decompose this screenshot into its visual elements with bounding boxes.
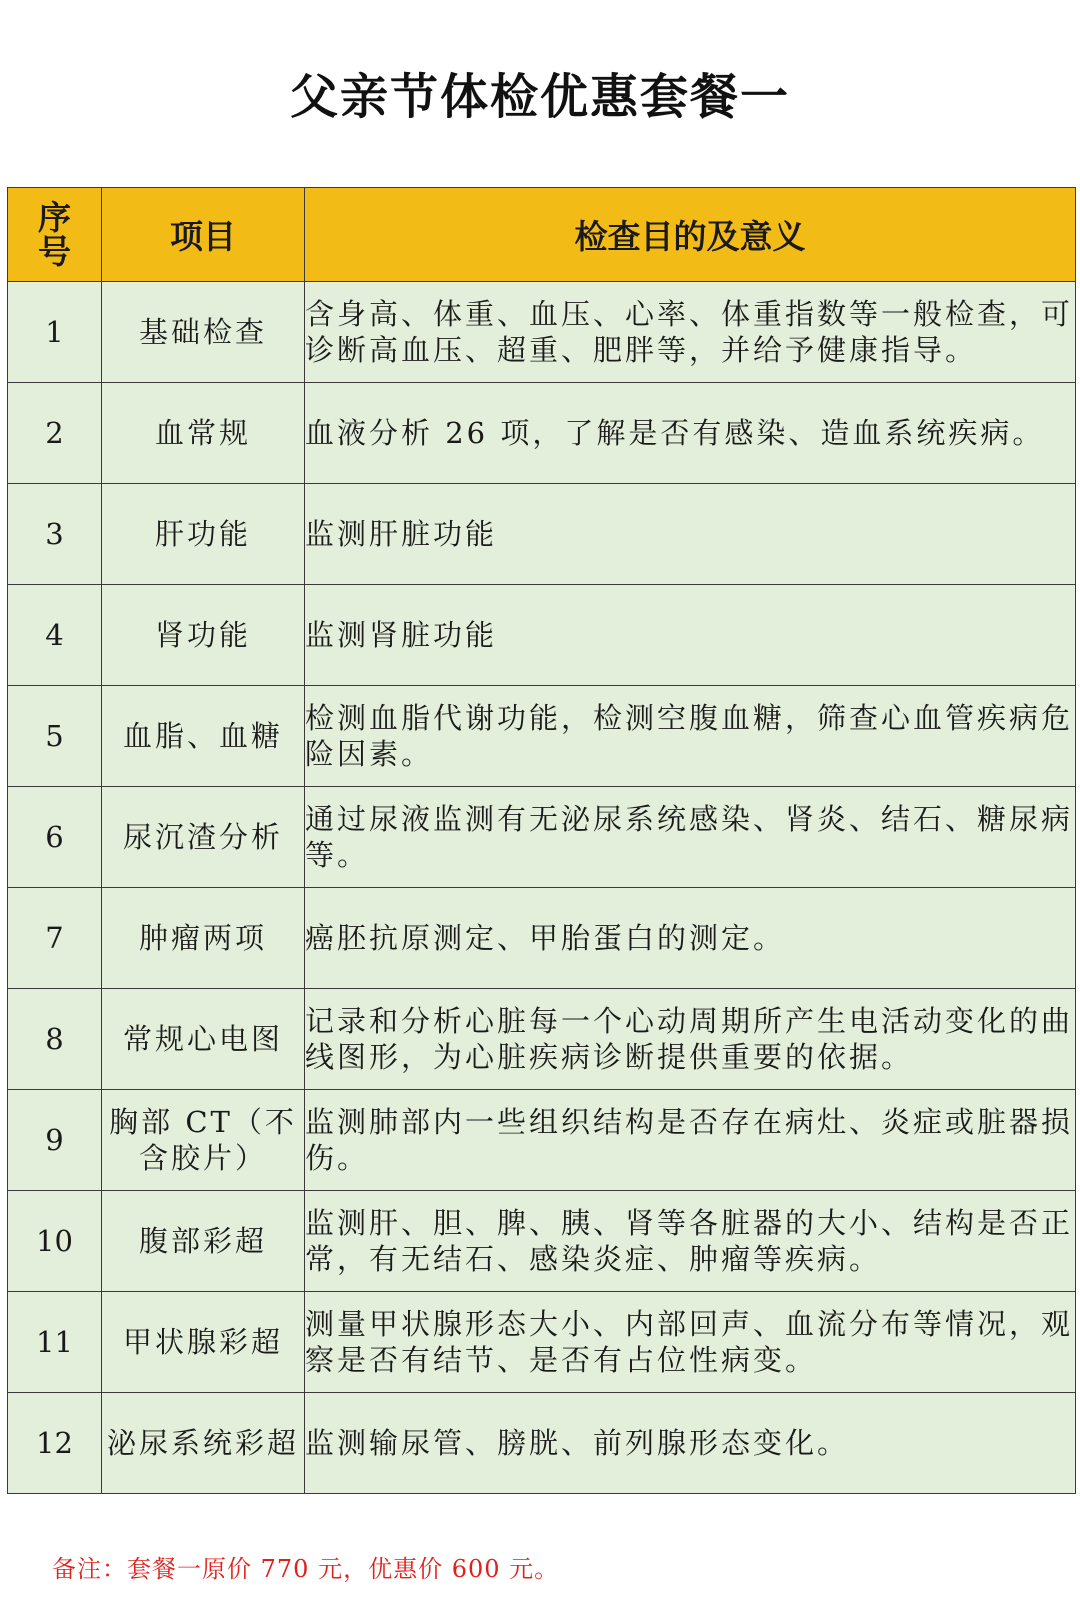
row-purpose: 测量甲状腺形态大小、内部回声、血流分布等情况，观察是否有结节、是否有占位性病变。 xyxy=(305,1292,1076,1393)
row-item: 常规心电图 xyxy=(102,989,305,1090)
row-purpose: 监测肝脏功能 xyxy=(305,484,1076,585)
table-row xyxy=(8,686,1076,787)
row-item: 基础检查 xyxy=(102,282,305,383)
price-note: 备注：套餐一原价 770 元，优惠价 600 元。 xyxy=(52,1555,560,1583)
row-item: 尿沉渣分析 xyxy=(102,787,305,888)
row-purpose: 通过尿液监测有无泌尿系统感染、肾炎、结石、糖尿病等。 xyxy=(305,787,1076,888)
table-row xyxy=(8,1292,1076,1393)
row-purpose: 检测血脂代谢功能，检测空腹血糖，筛查心血管疾病危险因素。 xyxy=(305,686,1076,787)
row-item: 腹部彩超 xyxy=(102,1191,305,1292)
header-item: 项目 xyxy=(102,188,305,282)
table-row xyxy=(8,1191,1076,1292)
row-number: 12 xyxy=(8,1393,102,1494)
row-purpose: 癌胚抗原测定、甲胎蛋白的测定。 xyxy=(305,888,1076,989)
row-number: 6 xyxy=(8,787,102,888)
row-item: 肝功能 xyxy=(102,484,305,585)
page-title: 父亲节体检优惠套餐一 xyxy=(289,69,790,125)
row-number: 11 xyxy=(8,1292,102,1393)
row-number: 5 xyxy=(8,686,102,787)
row-purpose: 监测输尿管、膀胱、前列腺形态变化。 xyxy=(305,1393,1076,1494)
table-header-row xyxy=(8,188,1076,282)
header-number: 序号 xyxy=(8,188,102,282)
row-item: 甲状腺彩超 xyxy=(102,1292,305,1393)
table-row xyxy=(8,383,1076,484)
header-purpose: 检查目的及意义 xyxy=(305,188,1076,282)
row-purpose: 监测肾脏功能 xyxy=(305,585,1076,686)
table-row xyxy=(8,282,1076,383)
row-number: 2 xyxy=(8,383,102,484)
row-item: 肿瘤两项 xyxy=(102,888,305,989)
row-number: 9 xyxy=(8,1090,102,1191)
row-number: 1 xyxy=(8,282,102,383)
row-item: 胸部 CT（不含胶片） xyxy=(102,1090,305,1191)
row-purpose: 记录和分析心脏每一个心动周期所产生电活动变化的曲线图形，为心脏疾病诊断提供重要的依据。 xyxy=(305,989,1076,1090)
row-purpose: 监测肝、胆、脾、胰、肾等各脏器的大小、结构是否正常，有无结石、感染炎症、肿瘤等疾病。 xyxy=(305,1191,1076,1292)
table-row xyxy=(8,585,1076,686)
table-row xyxy=(8,989,1076,1090)
table-row xyxy=(8,787,1076,888)
row-item: 血脂、血糖 xyxy=(102,686,305,787)
row-item: 泌尿系统彩超 xyxy=(102,1393,305,1494)
row-number: 4 xyxy=(8,585,102,686)
row-number: 3 xyxy=(8,484,102,585)
table-row xyxy=(8,484,1076,585)
row-purpose: 含身高、体重、血压、心率、体重指数等一般检查，可诊断高血压、超重、肥胖等，并给予健康指导。 xyxy=(305,282,1076,383)
row-number: 10 xyxy=(8,1191,102,1292)
table-row xyxy=(8,1090,1076,1191)
table-row xyxy=(8,1393,1076,1494)
row-purpose: 血液分析 26 项，了解是否有感染、造血系统疾病。 xyxy=(305,383,1076,484)
row-number: 7 xyxy=(8,888,102,989)
checkup-table xyxy=(7,187,1076,1494)
row-item: 肾功能 xyxy=(102,585,305,686)
row-item: 血常规 xyxy=(102,383,305,484)
row-number: 8 xyxy=(8,989,102,1090)
table-row xyxy=(8,888,1076,989)
row-purpose: 监测肺部内一些组织结构是否存在病灶、炎症或脏器损伤。 xyxy=(305,1090,1076,1191)
